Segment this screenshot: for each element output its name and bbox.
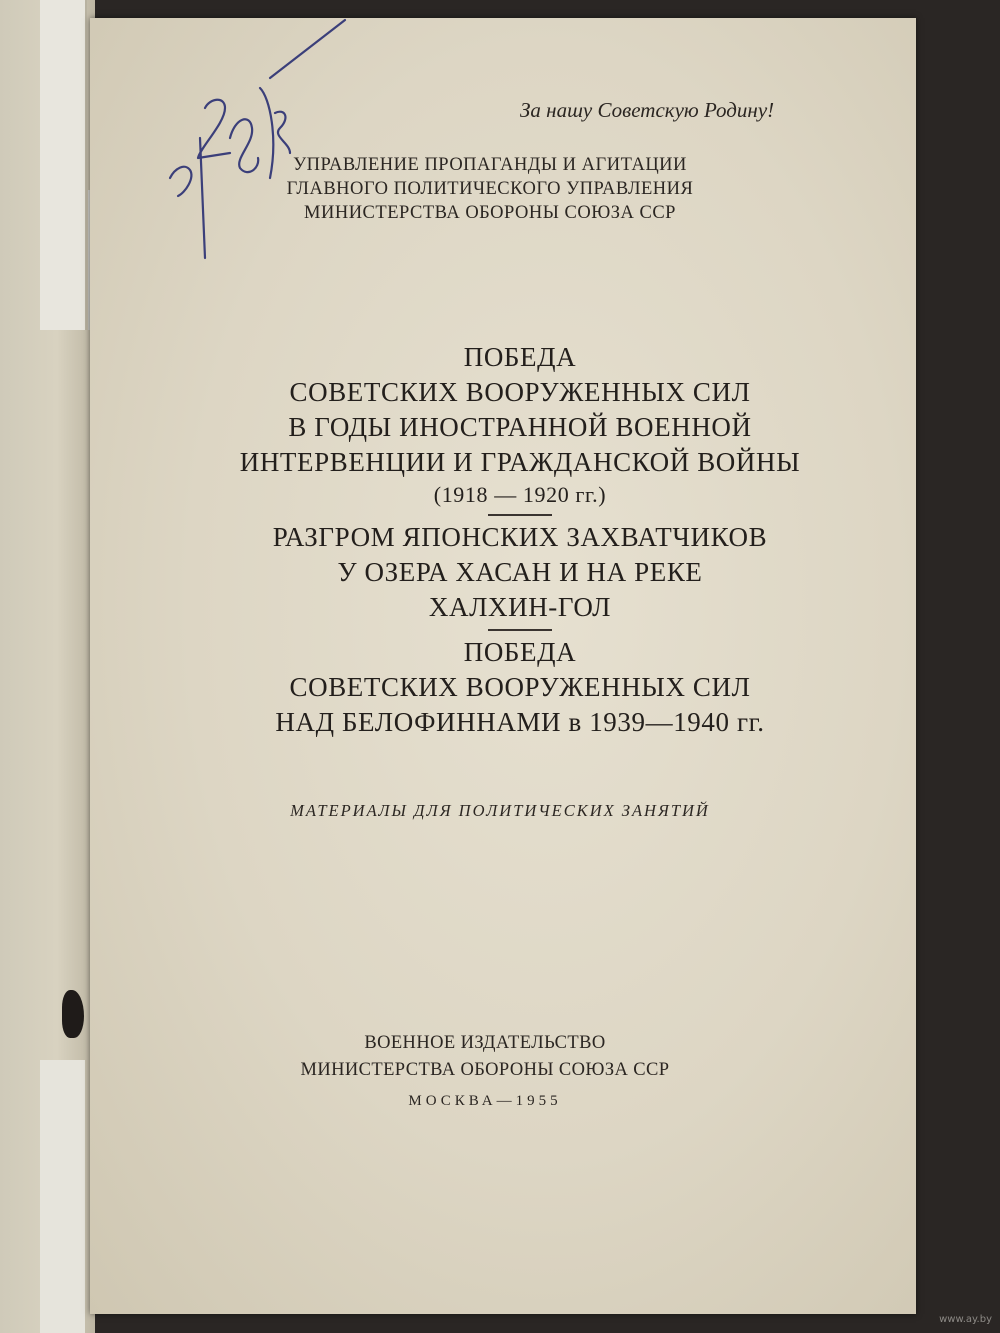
title-line: У ОЗЕРА ХАСАН И НА РЕКЕ [337, 557, 703, 587]
divider [488, 629, 552, 631]
watermark: www.ay.by [939, 1314, 992, 1325]
title-line: СОВЕТСКИХ ВООРУЖЕННЫХ СИЛ [289, 672, 751, 702]
title-page [90, 18, 916, 1314]
title-line: ПОБЕДА [463, 342, 577, 372]
title-line: В ГОДЫ ИНОСТРАННОЙ ВОЕННОЙ [288, 412, 752, 442]
title-line: ПОБЕДА [463, 637, 577, 667]
title-line: ИНТЕРВЕНЦИИ И ГРАЖДАНСКОЙ ВОЙНЫ [239, 447, 801, 477]
title-section [110, 340, 930, 740]
paper-strip [40, 0, 87, 330]
department-line: МИНИСТЕРСТВА ОБОРОНЫ СОЮЗА ССР [304, 203, 676, 223]
motto: За нашу Советскую Родину! [520, 98, 775, 122]
title-line: СОВЕТСКИХ ВООРУЖЕННЫХ СИЛ [289, 377, 751, 407]
department-header [240, 153, 740, 225]
paper-strip-bottom [40, 1060, 85, 1333]
subtitle: МАТЕРИАЛЫ ДЛЯ ПОЛИТИЧЕСКИХ ЗАНЯТИЙ [290, 801, 710, 820]
divider [488, 514, 552, 516]
city-year: МОСКВА—1955 [408, 1093, 562, 1109]
publisher-line: ВОЕННОЕ ИЗДАТЕЛЬСТВО [364, 1033, 606, 1053]
title-line: НАД БЕЛОФИННАМИ в 1939—1940 гг. [275, 707, 765, 737]
department-line: ГЛАВНОГО ПОЛИТИЧЕСКОГО УПРАВЛЕНИЯ [286, 179, 694, 199]
department-line: УПРАВЛЕНИЕ ПРОПАГАНДЫ И АГИТАЦИИ [293, 155, 687, 175]
publisher-block [90, 1030, 880, 1115]
publisher-line: МИНИСТЕРСТВА ОБОРОНЫ СОЮЗА ССР [300, 1060, 670, 1080]
title-years: (1918 — 1920 гг.) [433, 482, 607, 507]
title-line: РАЗГРОМ ЯПОНСКИХ ЗАХВАТЧИКОВ [272, 522, 768, 552]
page-tear [62, 990, 84, 1038]
title-line: ХАЛХИН-ГОЛ [428, 592, 612, 622]
